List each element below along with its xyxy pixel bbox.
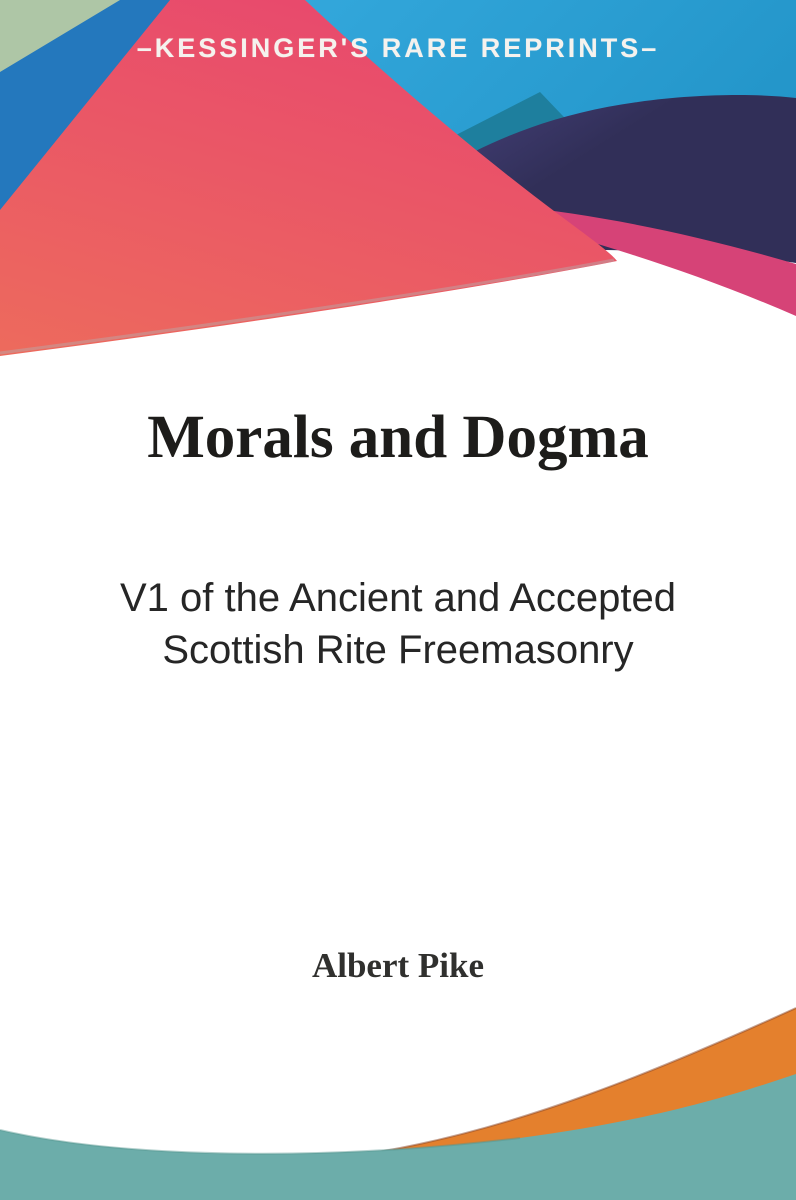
publisher-banner: –KESSINGER'S RARE REPRINTS– [136,33,660,63]
subtitle-line-2: Scottish Rite Freemasonry [162,628,634,672]
subtitle-line-1: V1 of the Ancient and Accepted [120,576,676,620]
footer-wave-art [0,1000,796,1200]
book-title: Morals and Dogma [147,404,649,471]
book-subtitle [0,572,796,676]
author-name: Albert Pike [311,946,485,985]
